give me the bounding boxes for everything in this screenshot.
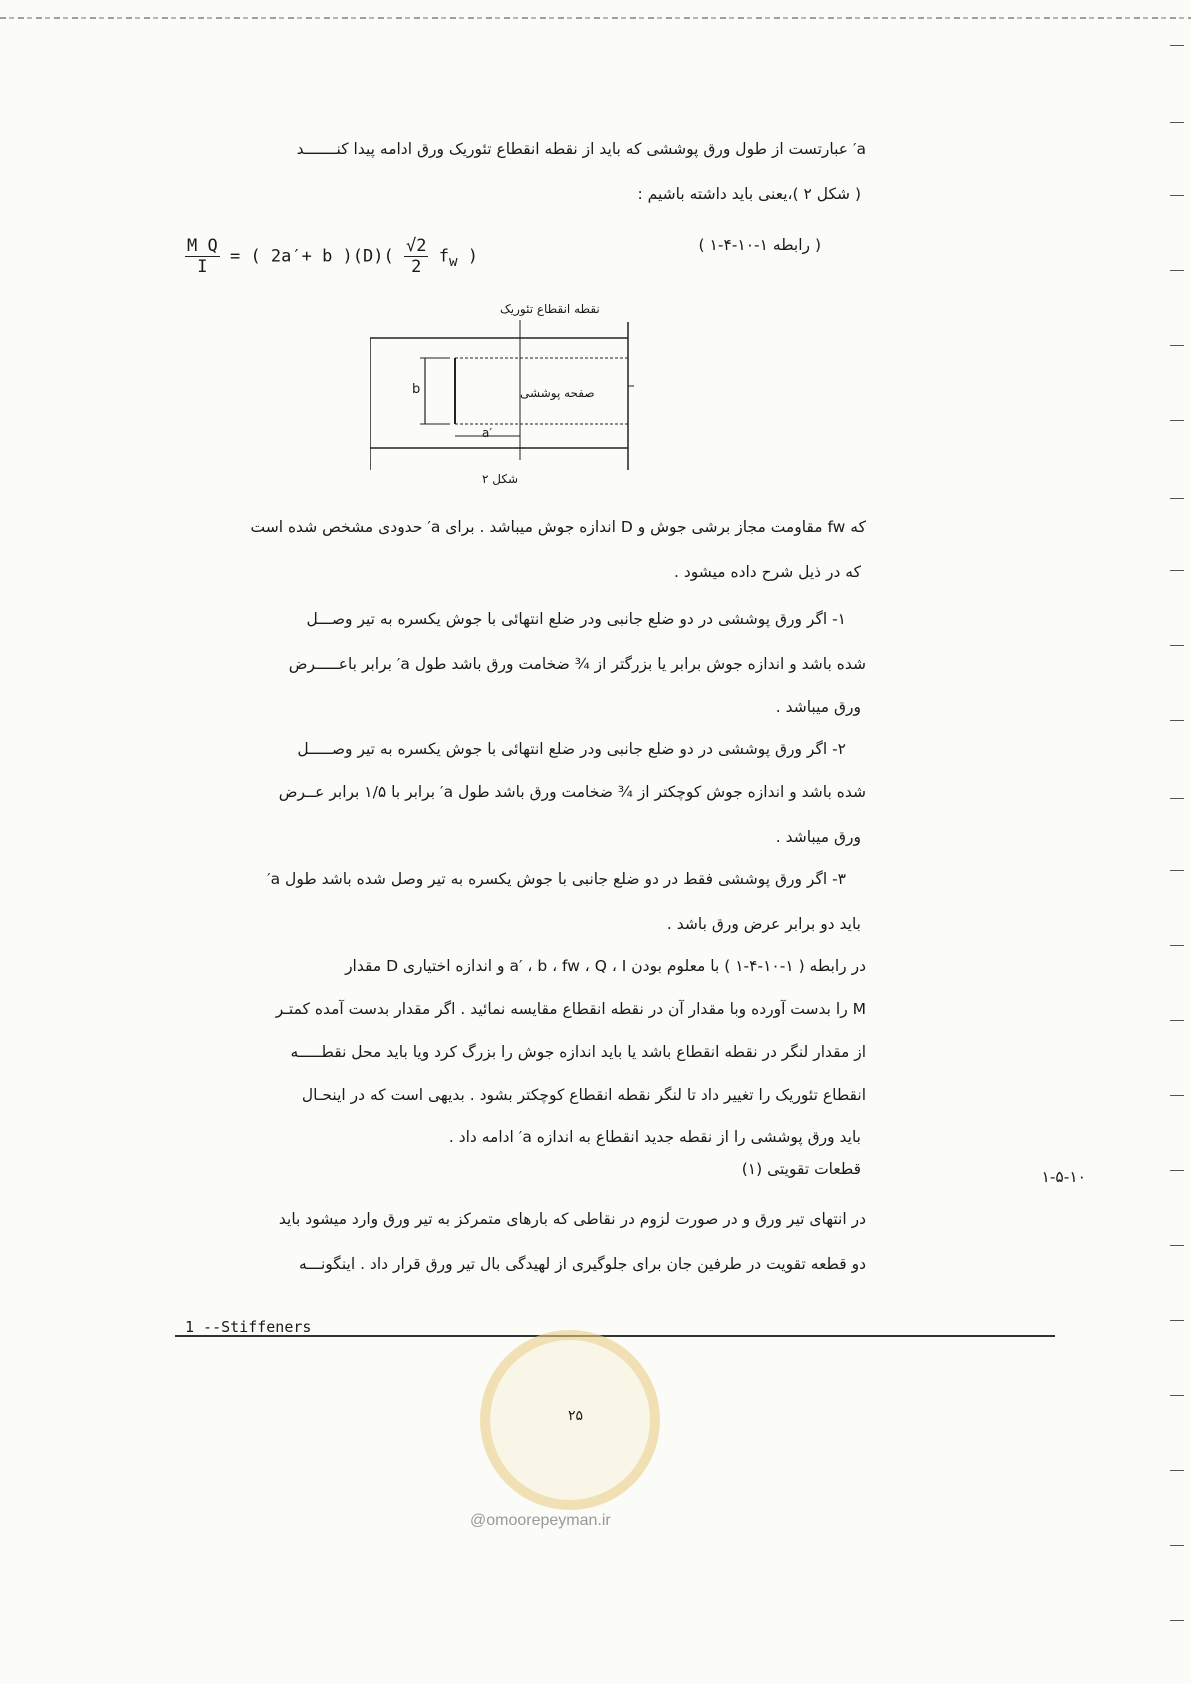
margin-tick <box>1170 645 1184 646</box>
equation-numerator: M Q <box>187 236 218 256</box>
margin-tick <box>1170 270 1184 271</box>
page-number: ۲۵ <box>568 1408 584 1424</box>
paragraph-line: ( شکل ۲ )،یعنی باید داشته باشیم : <box>637 185 861 203</box>
equation <box>185 236 478 277</box>
list-item-1: ورق میباشد . <box>775 698 861 716</box>
equation-subscript: w <box>448 253 458 270</box>
list-item-1: ۱- اگر ورق پوششی در دو ضلع جانبی ودر ضلع انتهائی با جوش یکسره به تیر وصـــل <box>306 610 846 628</box>
figure-title: نقطه انقطاع تئوریک <box>500 302 600 316</box>
margin-tick <box>1170 1320 1184 1321</box>
figure-plate-label: صفحه پوششی <box>520 386 595 400</box>
paragraph-line: دو قطعه تقویت در طرفین جان برای جلوگیری از لهیدگی بال تیر ورق قرار داد . اینگونـــه <box>299 1255 866 1273</box>
margin-tick <box>1170 1545 1184 1546</box>
paragraph-line: a′ عبارتست از طول ورق پوششی که باید از نقطه انقطاع تئوریک ورق ادامه پیدا کنـــــــد <box>296 140 866 158</box>
margin-tick <box>1170 945 1184 946</box>
paragraph-line: باید ورق پوششی را از نقطه جدید انقطاع به اندازه a′ ادامه داد . <box>448 1128 861 1146</box>
margin-tick <box>1170 345 1184 346</box>
list-item-3: باید دو برابر عرض ورق باشد . <box>666 915 861 933</box>
figure-dimension-b: b <box>412 382 421 397</box>
equation-sqrt-fraction <box>404 236 428 277</box>
margin-tick <box>1170 1470 1184 1471</box>
margin-tick <box>1170 1170 1184 1171</box>
equation-close: ) <box>467 246 478 267</box>
margin-tick <box>1170 1395 1184 1396</box>
paragraph-line: M را بدست آورده وبا مقدار آن در نقطه انقطاع مقایسه نمائید . اگر مقدار بدست آمده کمتـر <box>275 1000 866 1018</box>
margin-tick <box>1170 870 1184 871</box>
paragraph-line: انقطاع تئوریک را تغییر داد تا لنگر نقطه انقطاع کوچکتر بشود . بدیهی است که در اینحـال <box>301 1086 866 1104</box>
equation-fw: f <box>438 246 449 267</box>
paragraph-line: در انتهای تیر ورق و در صورت لزوم در نقاطی که بارهای متمرکز به تیر ورق وارد میشود باید <box>278 1210 866 1228</box>
scan-top-edge <box>0 17 1191 19</box>
margin-tick <box>1170 1620 1184 1621</box>
margin-tick <box>1170 1020 1184 1021</box>
figure-2-drawing <box>370 320 690 495</box>
figure-dimension-a: a′ <box>482 426 493 440</box>
list-item-2: شده باشد و اندازه جوش کوچکتر از ¾ ضخامت ورق باشد طول a′ برابر با ۱/۵ برابر عــرض <box>278 783 866 801</box>
margin-tick <box>1170 195 1184 196</box>
margin-tick <box>1170 498 1184 499</box>
list-item-3: ۳- اگر ورق پوششی فقط در دو ضلع جانبی با جوش یکسره به تیر وصل شده باشد طول a′ <box>267 870 846 888</box>
margin-tick <box>1170 1245 1184 1246</box>
margin-tick <box>1170 45 1184 46</box>
paragraph-line: در رابطه ( ۱-۱۰-۴-۱ ) با معلوم بودن a′ ، b ، fw ، Q ، I و اندازه اختیاری D مقدار <box>345 957 866 975</box>
section-title: قطعات تقویتی (۱) <box>741 1160 861 1178</box>
section-number: ۱-۵-۱۰ <box>1041 1168 1086 1186</box>
margin-tick <box>1170 798 1184 799</box>
margin-tick <box>1170 570 1184 571</box>
equation-sqrt-denominator: 2 <box>411 257 422 277</box>
paragraph-line: که fw مقاومت مجاز برشی جوش و D اندازه جوش میباشد . برای a′ حدودی مشخص شده است <box>250 518 866 536</box>
list-item-2: ورق میباشد . <box>775 828 861 846</box>
paragraph-line: از مقدار لنگر در نقطه انقطاع باشد یا باید اندازه جوش را بزرگ کرد ویا باید محل نقطـــــه <box>290 1043 866 1061</box>
margin-tick <box>1170 420 1184 421</box>
equation-reference: ( رابطه ۱-۱۰-۴-۱ ) <box>698 236 821 254</box>
figure-caption: شکل ۲ <box>482 472 519 486</box>
figure-2 <box>370 302 690 495</box>
equation-fraction <box>185 236 220 277</box>
list-item-2: ۲- اگر ورق پوششی در دو ضلع جانبی ودر ضلع انتهائی با جوش یکسره به تیر وصـــــل <box>297 740 846 758</box>
footnote: 1 --Stiffeners <box>185 1318 312 1336</box>
equation-sqrt-numerator: √2 <box>405 236 427 256</box>
list-item-1: شده باشد و اندازه جوش برابر یا بزرگتر از ¾ ضخامت ورق باشد طول a′ برابر باعـــــرض <box>288 655 866 673</box>
margin-tick <box>1170 122 1184 123</box>
equation-denominator: I <box>197 257 208 277</box>
margin-tick <box>1170 1095 1184 1096</box>
paragraph-line: که در ذیل شرح داده میشود . <box>673 563 861 581</box>
margin-tick <box>1170 720 1184 721</box>
watermark-text: @omoorepeyman.ir <box>470 1512 611 1529</box>
equation-body: = ( 2a′+ b )(D)( <box>229 246 394 267</box>
